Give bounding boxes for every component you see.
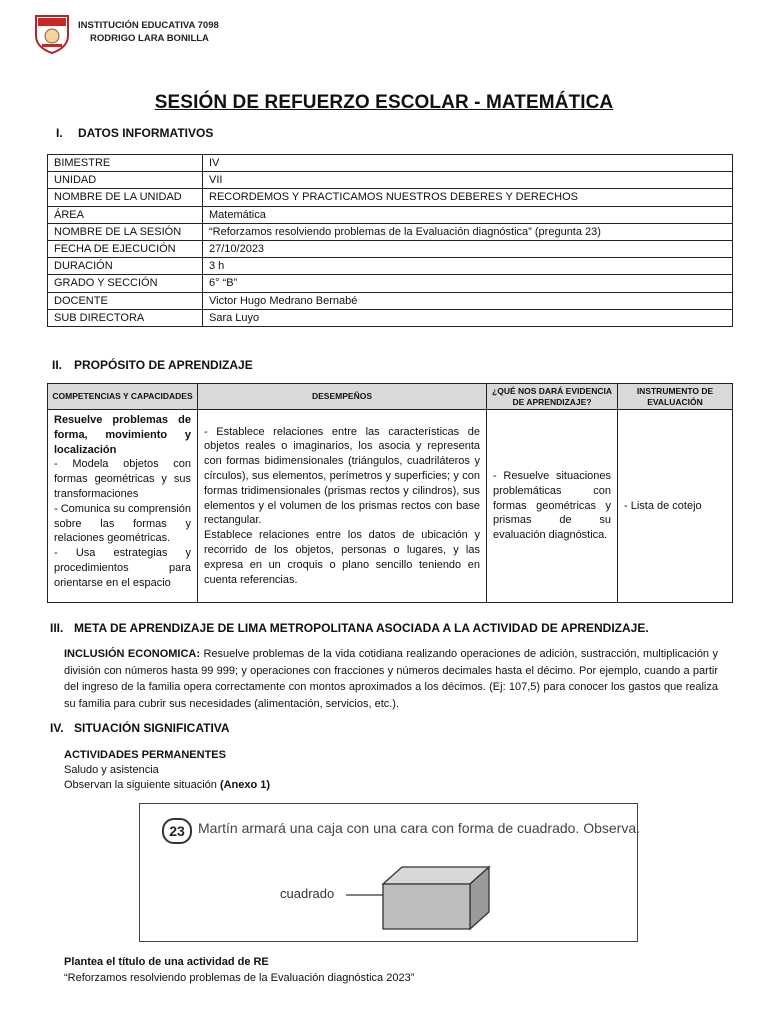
capacidad-3: - Usa estrategias y procedimientos para orientarse en el espacio [54,547,191,589]
datos-key: ÁREA [48,206,203,223]
datos-value: 6° “B” [203,275,733,292]
datos-row [48,240,733,257]
observan-text: Observan la siguiente situación [64,779,220,791]
observan-line [64,777,270,793]
section-3-title: META DE APRENDIZAJE DE LIMA METROPOLITANA ASOCIADA A LA ACTIVIDAD DE APRENDIZAJE. [74,621,649,635]
section-2-heading [52,358,253,372]
datos-value: IV [203,155,733,172]
school-name [78,19,219,45]
school-line-1: INSTITUCIÓN EDUCATIVA 7098 [78,20,219,31]
problem-number: 23 [162,818,192,844]
actividades-title: ACTIVIDADES PERMANENTES [64,749,226,761]
datos-key: FECHA DE EJECUCIÓN [48,240,203,257]
school-logo [34,14,70,54]
box-drawing [140,804,637,941]
meta-label: INCLUSIÓN ECONOMICA: [64,648,201,660]
plantea-title: Plantea el título de una actividad de RE [64,956,269,968]
instrumento-cell: - Lista de cotejo [618,410,733,603]
datos-value: 27/10/2023 [203,240,733,257]
datos-key: SUB DIRECTORA [48,309,203,326]
header-evidencia: ¿QUÉ NOS DARÁ EVIDENCIA DE APRENDIZAJE? [487,384,618,410]
datos-row [48,206,733,223]
datos-key: NOMBRE DE LA SESIÓN [48,223,203,240]
section-3-number: III. [50,621,64,635]
evidencia-cell: - Resuelve situaciones problemáticas con formas geométricas y prismas de su evaluación diagnóstica. [487,410,618,603]
header-competencias: COMPETENCIAS Y CAPACIDADES [48,384,198,410]
section-3-heading [50,621,649,635]
section-1-title: DATOS INFORMATIVOS [78,126,214,140]
section-1-number: I. [56,126,63,140]
datos-row [48,258,733,275]
datos-key: NOMBRE DE LA UNIDAD [48,189,203,206]
header-desempenos: DESEMPEÑOS [198,384,487,410]
competencia-title: Resuelve problemas de forma, movimiento y localización [54,414,191,456]
datos-value: VII [203,172,733,189]
meta-paragraph [64,646,718,712]
desempenos-cell [198,410,487,603]
meta-text: Resuelve problemas de la vida cotidiana realizando operaciones de adición, sustracción, multiplicación y división con números hasta 99 999; y operaciones con fracciones y números decimales hasta el décimo. Por ejemplo, cuando a partir del ingreso de la familia opera correctamente con montos aproximados a los décimos. (Ej: 107,5) para conocer los gastos que realiza su familia para cubrir sus necesidades (alimentación, servicios, etc.). [64,648,718,710]
datos-key: DURACIÓN [48,258,203,275]
capacidad-2: - Comunica su comprensión sobre las formas y relaciones geométricas. [54,502,191,545]
datos-row [48,275,733,292]
section-4-heading [50,721,230,735]
datos-row [48,189,733,206]
saludo-text: Saludo y asistencia [64,764,159,776]
section-2-number: II. [52,358,63,372]
datos-key: BIMESTRE [48,155,203,172]
section-4-number: IV. [50,721,64,735]
datos-value: RECORDEMOS Y PRACTICAMOS NUESTROS DEBERES Y DERECHOS [203,189,733,206]
datos-key: GRADO Y SECCIÓN [48,275,203,292]
datos-key: DOCENTE [48,292,203,309]
page-title: SESIÓN DE REFUERZO ESCOLAR - MATEMÁTICA [154,92,614,113]
datos-informativos-table [47,154,733,327]
school-line-2: RODRIGO LARA BONILLA [90,33,209,44]
datos-row [48,223,733,240]
datos-row [48,172,733,189]
cuadrado-label: cuadrado [280,886,335,901]
plantea-text: “Reforzamos resolviendo problemas de la Evaluación diagnóstica 2023” [64,972,415,984]
datos-row [48,292,733,309]
capacidad-1: - Modela objetos con formas geométricas y sus transformaciones [54,458,191,500]
datos-row [48,309,733,326]
datos-key: UNIDAD [48,172,203,189]
section-4-title: SITUACIÓN SIGNIFICATIVA [74,721,230,735]
datos-value: 3 h [203,258,733,275]
datos-value: “Reforzamos resolviendo problemas de la Evaluación diagnóstica” (pregunta 23) [203,223,733,240]
problem-statement: Martín armará una caja con una cara con forma de cuadrado. Observa. [198,820,641,836]
section-2-title: PROPÓSITO DE APRENDIZAJE [74,358,253,372]
datos-value: Sara Luyo [203,309,733,326]
desempeno-1: - Establece relaciones entre las características de objetos reales o imaginarios, los asocia y representa con formas bidimensionales (triángulos, cuadriláteros y círculos), sus elementos, perímetros y superficies; y con formas tridimensionales (prismas rectos y cilindros), sus elementos y el volumen de los prismas rectos con base rectangular. [204,425,480,527]
anexo-text: (Anexo 1) [219,779,271,791]
proposito-table [47,383,733,603]
datos-row [48,155,733,172]
datos-value: Victor Hugo Medrano Bernabé [203,292,733,309]
section-1-heading [56,126,213,140]
competencias-cell [48,410,198,603]
datos-value: Matemática [203,206,733,223]
problem-figure [139,803,641,942]
desempeno-2: Establece relaciones entre los datos de ubicación y recorrido de los objetos, personas o lugares, y las expresa en un croquis o plano sencillo teniendo en cuenta referencias. [204,529,480,586]
header-instrumento: INSTRUMENTO DE EVALUACIÓN [618,384,733,410]
